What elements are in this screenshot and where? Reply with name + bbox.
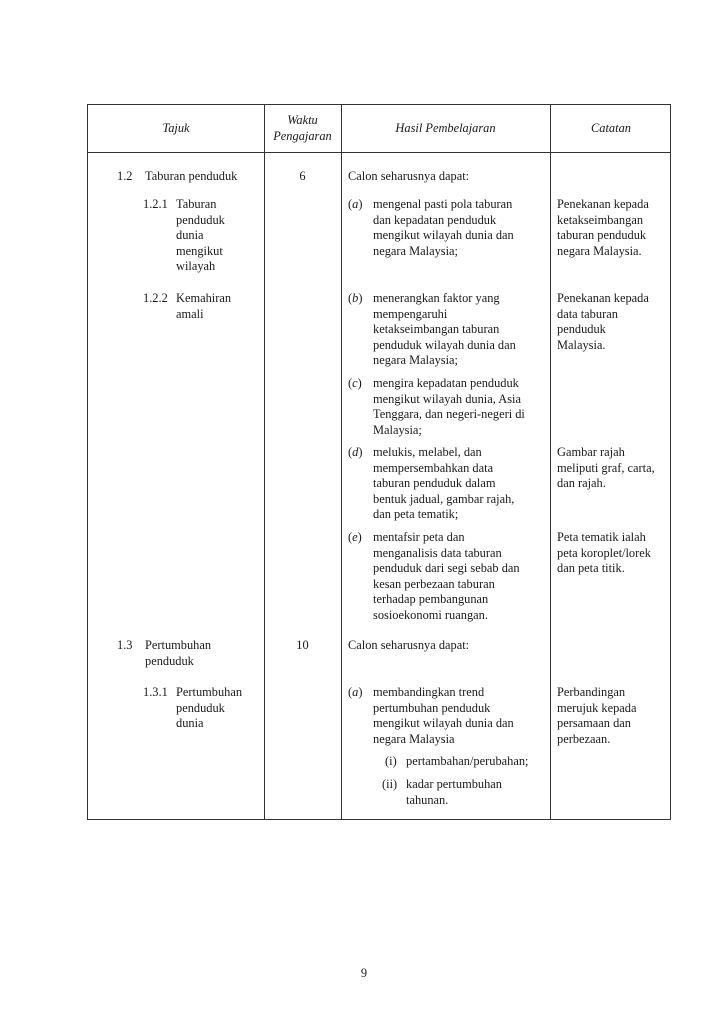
item-marker: (a) bbox=[348, 685, 363, 699]
outcome-line: mengikut wilayah dunia dan bbox=[373, 716, 514, 730]
outcome-line: mentafsir peta dan bbox=[373, 530, 465, 544]
subtopic-number: 1.3.1 bbox=[143, 685, 168, 699]
outcome-line: Malaysia; bbox=[373, 422, 422, 437]
catatan-line: peta koroplet/lorek bbox=[557, 545, 651, 560]
outcome-line: menerangkan faktor yang bbox=[373, 291, 500, 305]
catatan-line: taburan penduduk bbox=[557, 228, 647, 242]
catatan-line: ketakseimbangan bbox=[557, 212, 644, 227]
item-marker: (d) bbox=[348, 445, 363, 459]
catatan-line: Penekanan kepada bbox=[557, 197, 649, 211]
calon-text: Calon seharusnya dapat: bbox=[348, 169, 470, 183]
subitem-line: tahunan. bbox=[406, 792, 449, 807]
outcome-line: dan kepadatan penduduk bbox=[373, 212, 497, 227]
outcome-line: terhadap pembangunan bbox=[373, 592, 489, 606]
column-divider bbox=[550, 105, 551, 819]
subitem-number: (ii) bbox=[382, 777, 398, 791]
column-divider bbox=[341, 105, 342, 819]
waktu-value: 10 bbox=[296, 638, 309, 652]
subtopic-line: penduduk bbox=[176, 700, 225, 715]
outcome-line: melukis, melabel, dan bbox=[373, 445, 482, 459]
subtopic-number: 1.2.2 bbox=[143, 291, 168, 305]
outcome-line: negara Malaysia; bbox=[373, 353, 458, 367]
subtopic-line: dunia bbox=[176, 228, 204, 242]
column-divider bbox=[264, 105, 265, 819]
outcome-line: penduduk dari segi sebab dan bbox=[373, 561, 520, 575]
syllabus-table bbox=[87, 104, 671, 820]
catatan-line: penduduk bbox=[557, 322, 606, 336]
item-marker: (b) bbox=[348, 291, 363, 305]
outcome-line: negara Malaysia; bbox=[373, 243, 458, 258]
subtopic-line: wilayah bbox=[176, 259, 216, 273]
header-pengajaran: Pengajaran bbox=[273, 129, 332, 143]
subtopic-line: Kemahiran bbox=[176, 291, 232, 305]
subitem-line: pertambahan/perubahan; bbox=[406, 754, 529, 768]
outcome-line: ketakseimbangan taburan bbox=[373, 322, 500, 336]
subtopic-line: amali bbox=[176, 306, 204, 321]
item-marker: (e) bbox=[348, 530, 362, 544]
header-hasil-pembelajaran: Hasil Pembelajaran bbox=[395, 121, 496, 135]
catatan-line: Peta tematik ialah bbox=[557, 530, 646, 544]
item-marker: (c) bbox=[348, 376, 362, 390]
catatan-line: dan rajah. bbox=[557, 476, 606, 490]
outcome-line: mengira kepadatan penduduk bbox=[373, 376, 519, 390]
outcome-line: penduduk wilayah dunia dan bbox=[373, 337, 516, 352]
header-divider bbox=[88, 152, 670, 153]
catatan-line: meliputi graf, carta, bbox=[557, 460, 655, 475]
catatan-line: negara Malaysia. bbox=[557, 243, 642, 258]
outcome-line: sosioekonomi ruangan. bbox=[373, 607, 488, 622]
section-number: 1.3 bbox=[117, 638, 133, 652]
header-tajuk: Tajuk bbox=[162, 121, 190, 135]
outcome-line: negara Malaysia bbox=[373, 731, 455, 746]
header-waktu: Waktu bbox=[287, 113, 318, 127]
calon-text: Calon seharusnya dapat: bbox=[348, 638, 470, 652]
catatan-line: perbezaan. bbox=[557, 731, 611, 746]
outcome-line: bentuk jadual, gambar rajah, bbox=[373, 491, 515, 506]
outcome-line: taburan penduduk dalam bbox=[373, 476, 496, 490]
page-number: 9 bbox=[360, 966, 368, 980]
outcome-line: mempengaruhi bbox=[373, 306, 448, 321]
outcome-line: mengikut wilayah dunia dan bbox=[373, 228, 514, 242]
catatan-line: Penekanan kepada bbox=[557, 291, 649, 305]
section-title: Taburan penduduk bbox=[145, 169, 238, 183]
subtopic-line: penduduk bbox=[176, 212, 225, 227]
outcome-line: kesan perbezaan taburan bbox=[373, 576, 495, 591]
catatan-line: dan peta titik. bbox=[557, 561, 625, 575]
catatan-line: persamaan dan bbox=[557, 716, 631, 730]
subtopic-line: Taburan bbox=[176, 197, 217, 211]
waktu-value: 6 bbox=[299, 169, 306, 183]
subtopic-line: dunia bbox=[176, 716, 204, 730]
subtopic-number: 1.2.1 bbox=[143, 197, 168, 211]
item-marker: (a) bbox=[348, 197, 363, 211]
outcome-line: mengenal pasti pola taburan bbox=[373, 197, 513, 211]
subtopic-line: mengikut bbox=[176, 243, 223, 258]
catatan-line: Perbandingan bbox=[557, 685, 626, 699]
outcome-line: mengikut wilayah dunia, Asia bbox=[373, 391, 521, 406]
outcome-line: Tenggara, dan negeri-negeri di bbox=[373, 407, 525, 421]
subitem-number: (i) bbox=[385, 754, 397, 768]
outcome-line: dan peta tematik; bbox=[373, 507, 459, 521]
outcome-line: mempersembahkan data bbox=[373, 460, 494, 475]
subtopic-line: Pertumbuhan bbox=[176, 685, 243, 699]
outcome-line: pertumbuhan penduduk bbox=[373, 700, 491, 715]
catatan-line: merujuk kepada bbox=[557, 700, 637, 715]
catatan-line: Malaysia. bbox=[557, 337, 606, 352]
section-number: 1.2 bbox=[117, 169, 133, 183]
section-title: Pertumbuhan bbox=[145, 638, 212, 652]
header-catatan: Catatan bbox=[591, 121, 631, 135]
outcome-line: membandingkan trend bbox=[373, 685, 485, 699]
catatan-line: Gambar rajah bbox=[557, 445, 625, 459]
subitem-line: kadar pertumbuhan bbox=[406, 777, 502, 791]
section-title: penduduk bbox=[145, 653, 194, 668]
catatan-line: data taburan bbox=[557, 306, 618, 321]
outcome-line: menganalisis data taburan bbox=[373, 545, 502, 560]
